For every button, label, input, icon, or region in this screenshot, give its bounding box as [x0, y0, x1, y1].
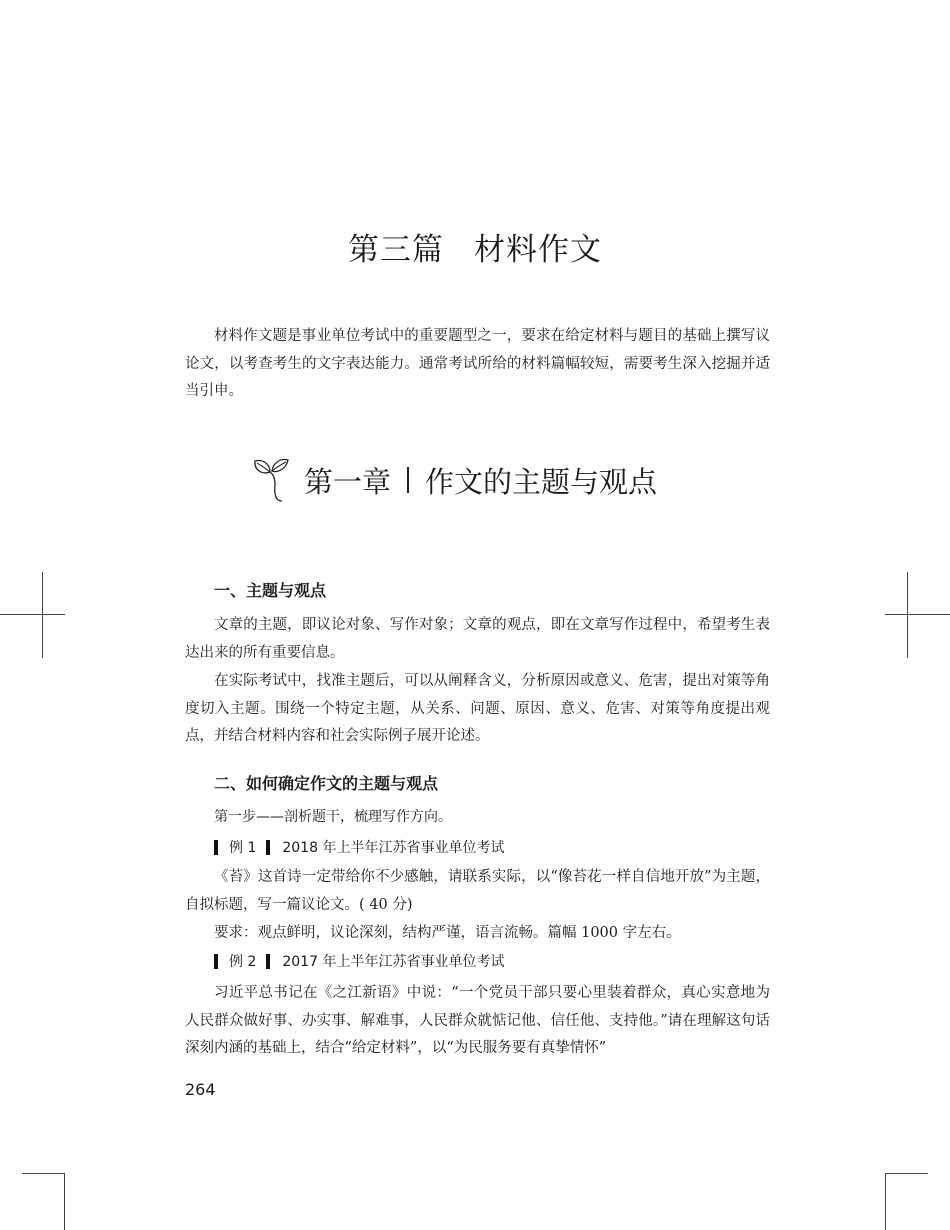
crop-mark-right-horizontal	[885, 614, 950, 615]
example-marker	[266, 954, 270, 969]
example-source: 2017 年上半年江苏省事业单位考试	[282, 954, 505, 970]
crop-mark-left-horizontal	[0, 614, 65, 615]
example-marker	[214, 954, 218, 969]
example-1-paragraph-2: 要求：观点鲜明，议论深刻，结构严谨，语言流畅。篇幅 1000 字左右。	[214, 925, 681, 941]
example-label: 例 1	[229, 840, 257, 856]
crop-mark-bottom-left	[22, 1173, 65, 1174]
chapter-number: 第一章	[304, 464, 392, 499]
example-label: 例 2	[229, 954, 257, 970]
part-title	[0, 224, 950, 269]
example-1-paragraph-1: 《苔》这首诗一定带给你不少感触，请联系实际，以“像苔花一样自信地开放”为主题，自拟标题，写一篇议论文。( 40 分)	[185, 869, 770, 913]
intro-paragraph: 材料作文题是事业单位考试中的重要题型之一，要求在给定材料与题目的基础上撰写议论文，以考查考生的文字表达能力。通常考试所给的材料篇幅较短，需要考生深入挖掘并适当引申。	[185, 328, 770, 399]
crop-mark-bottom-left-tick	[64, 1173, 65, 1230]
chapter-divider	[407, 467, 409, 493]
section1-paragraph-1: 文章的主题，即议论对象、写作对象；文章的观点，即在文章写作过程中，希望考生表达出来的所有重要信息。	[185, 617, 770, 661]
crop-mark-bottom-right-tick	[885, 1173, 886, 1230]
example-marker	[214, 840, 218, 855]
page-number: 264	[185, 1080, 216, 1099]
section-heading-1: 一、主题与观点	[214, 581, 327, 600]
crop-mark-bottom-right	[885, 1173, 928, 1174]
part-label: 第三篇	[348, 232, 444, 268]
crop-mark-left-vertical	[42, 572, 43, 658]
crop-mark-right-vertical	[907, 572, 908, 658]
example-2-paragraph-1: 习近平总书记在《之江新语》中说：“一个党员干部只要心里装着群众，真心实意地为人民群众做好事、办实事、解难事，人民群众就惦记他、信任他、支持他。”请在理解这句话深刻内涵的基础上，结合“给定材料”，以“为民服务要有真挚情怀”	[185, 985, 770, 1056]
step-label: 第一步——剖析题干，梳理写作方向。	[214, 809, 452, 825]
section1-paragraph-2: 在实际考试中，找准主题后，可以从阐释含义，分析原因或意义、危害，提出对策等角度切入主题。围绕一个特定主题，从关系、问题、原因、意义、危害、对策等角度提出观点，并结合材料内容和社会实际例子展开论述。	[185, 673, 770, 744]
example-source: 2018 年上半年江苏省事业单位考试	[282, 840, 505, 856]
sprout-icon	[252, 455, 298, 505]
example-2-header	[214, 951, 504, 971]
part-name: 材料作文	[474, 232, 602, 268]
example-1-header	[214, 837, 504, 857]
chapter-title: 作文的主题与观点	[425, 464, 658, 499]
section-heading-2: 二、如何确定作文的主题与观点	[214, 774, 439, 793]
example-marker	[266, 840, 270, 855]
chapter-heading	[252, 455, 657, 505]
